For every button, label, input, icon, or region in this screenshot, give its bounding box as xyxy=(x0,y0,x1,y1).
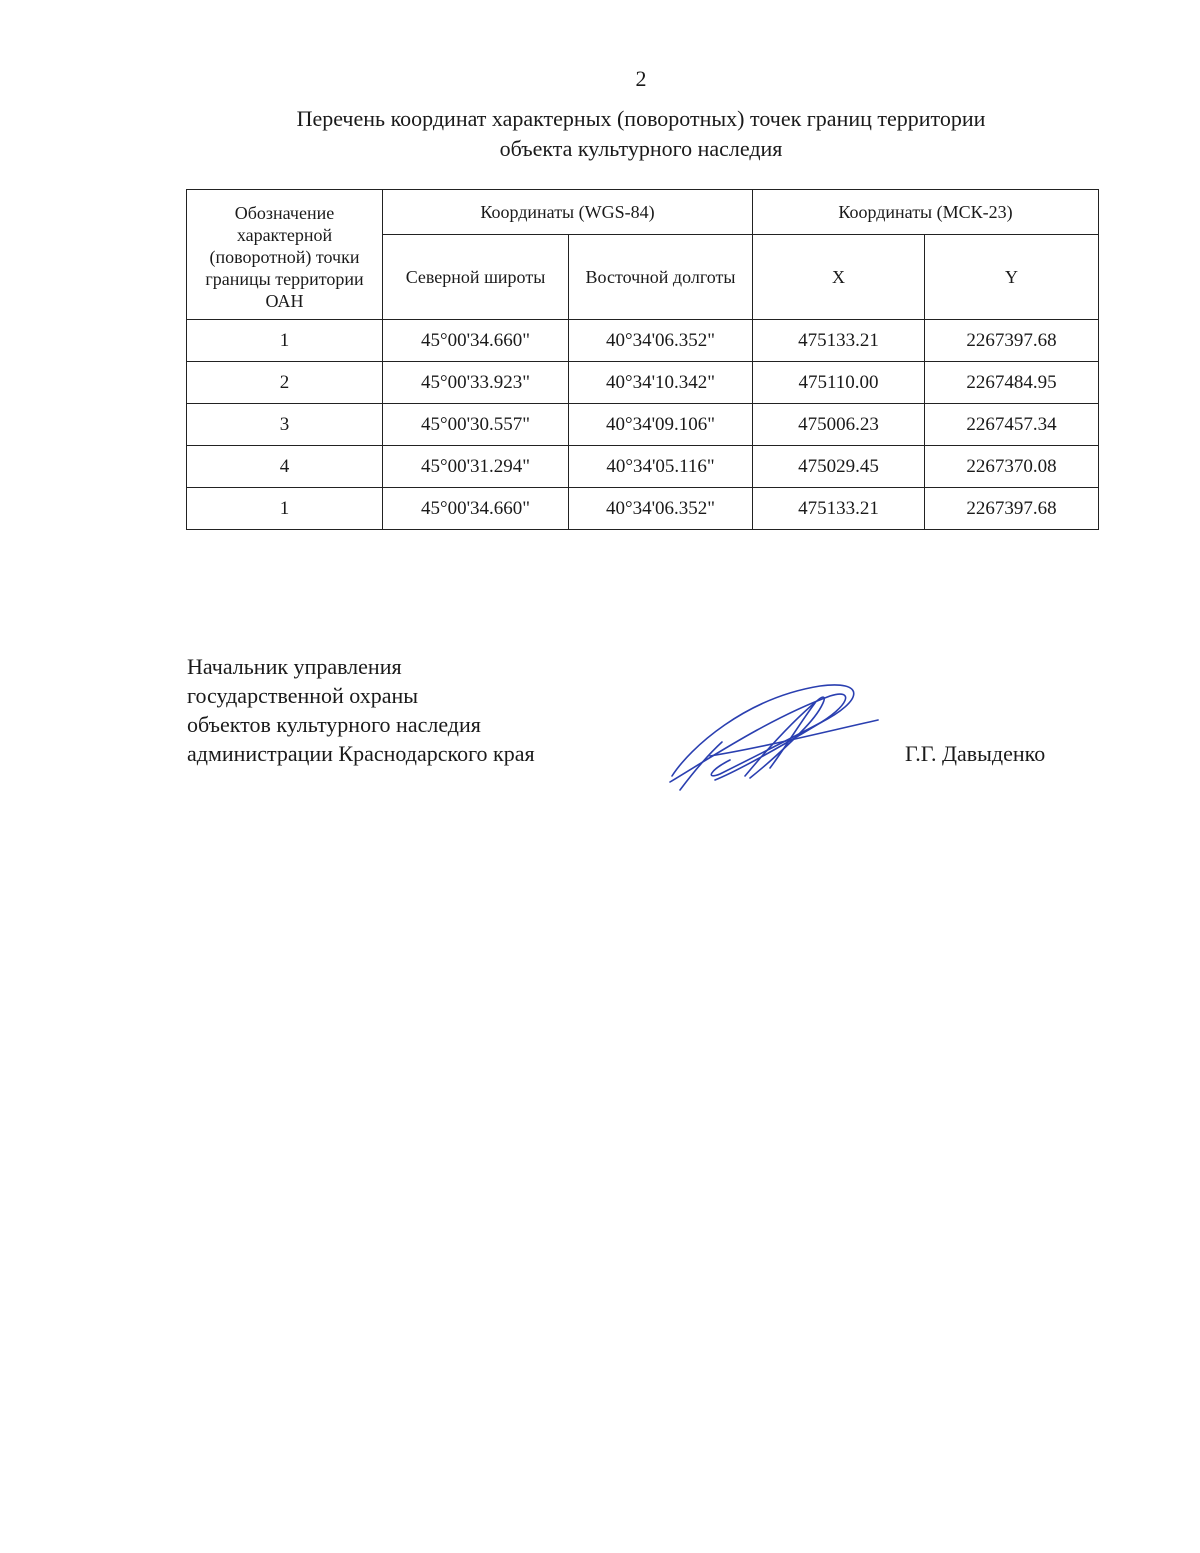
header-wgs84-group: Координаты (WGS-84) xyxy=(383,190,753,235)
cell-x: 475133.21 xyxy=(753,488,925,530)
signer-title-line-4: администрации Краснодарского края xyxy=(187,741,535,766)
cell-longitude: 40°34'10.342" xyxy=(569,362,753,404)
cell-point: 4 xyxy=(187,446,383,488)
cell-y: 2267457.34 xyxy=(925,404,1099,446)
signer-name: Г.Г. Давыденко xyxy=(905,741,1046,766)
cell-y: 2267484.95 xyxy=(925,362,1099,404)
cell-latitude: 45°00'33.923" xyxy=(383,362,569,404)
cell-x: 475006.23 xyxy=(753,404,925,446)
header-point-designation: Обозначение характерной (поворотной) точки границы территории ОАН xyxy=(187,190,383,320)
signer-title xyxy=(187,652,535,768)
cell-longitude: 40°34'09.106" xyxy=(569,404,753,446)
cell-longitude: 40°34'05.116" xyxy=(569,446,753,488)
signature-image xyxy=(650,678,890,798)
cell-point: 1 xyxy=(187,320,383,362)
cell-longitude: 40°34'06.352" xyxy=(569,320,753,362)
table-row xyxy=(187,362,1099,404)
document-title-line-2: объекта культурного наследия xyxy=(499,136,783,161)
table-header-row xyxy=(187,190,1099,235)
cell-y: 2267397.68 xyxy=(925,488,1099,530)
table-row xyxy=(187,446,1099,488)
cell-latitude: 45°00'30.557" xyxy=(383,404,569,446)
header-x: X xyxy=(753,235,925,320)
cell-point: 1 xyxy=(187,488,383,530)
document-title xyxy=(190,104,1092,164)
page-number: 2 xyxy=(635,66,647,91)
header-msk23-group: Координаты (МСК-23) xyxy=(753,190,1099,235)
cell-x: 475029.45 xyxy=(753,446,925,488)
signer-title-line-2: государственной охраны xyxy=(187,683,419,708)
cell-longitude: 40°34'06.352" xyxy=(569,488,753,530)
cell-x: 475133.21 xyxy=(753,320,925,362)
cell-point: 2 xyxy=(187,362,383,404)
header-latitude: Северной широты xyxy=(383,235,569,320)
header-longitude: Восточной долготы xyxy=(569,235,753,320)
table-row xyxy=(187,320,1099,362)
cell-latitude: 45°00'31.294" xyxy=(383,446,569,488)
document-title-line-1: Перечень координат характерных (поворотных) точек границ территории xyxy=(296,106,986,131)
signer-title-line-3: объектов культурного наследия xyxy=(187,712,481,737)
table-row xyxy=(187,488,1099,530)
cell-latitude: 45°00'34.660" xyxy=(383,488,569,530)
cell-point: 3 xyxy=(187,404,383,446)
table-row xyxy=(187,404,1099,446)
cell-y: 2267370.08 xyxy=(925,446,1099,488)
signer-title-line-1: Начальник управления xyxy=(187,654,402,679)
cell-y: 2267397.68 xyxy=(925,320,1099,362)
cell-latitude: 45°00'34.660" xyxy=(383,320,569,362)
coordinates-table xyxy=(186,189,1099,530)
cell-x: 475110.00 xyxy=(753,362,925,404)
header-y: Y xyxy=(925,235,1099,320)
